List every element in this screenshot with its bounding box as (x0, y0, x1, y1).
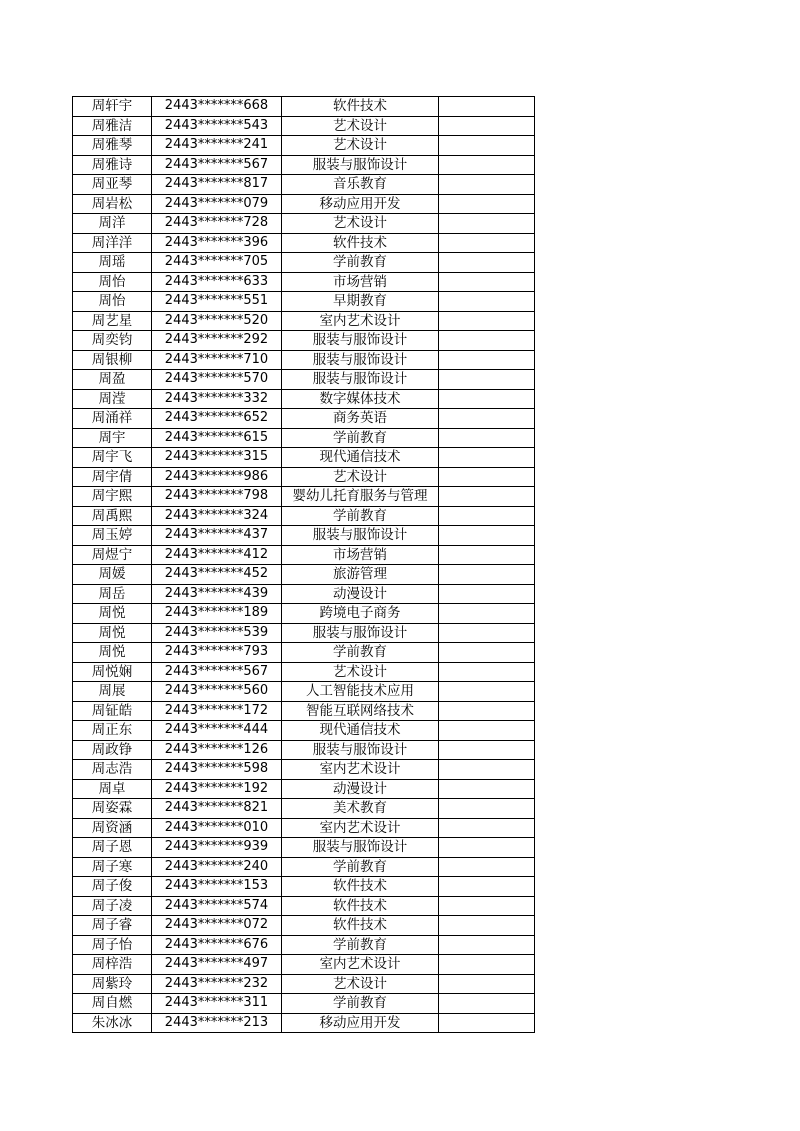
student-name-cell: 周玉婷 (73, 526, 152, 546)
major-cell: 动漫设计 (282, 779, 439, 799)
note-cell (439, 604, 535, 624)
student-id-cell: 2443*******172 (152, 701, 282, 721)
student-name-cell: 周自燃 (73, 994, 152, 1014)
student-name-cell: 周雅洁 (73, 116, 152, 136)
note-cell (439, 623, 535, 643)
student-id-cell: 2443*******728 (152, 214, 282, 234)
student-name-cell: 周悦 (73, 604, 152, 624)
major-cell: 软件技术 (282, 896, 439, 916)
student-name-cell: 周媛 (73, 565, 152, 585)
table-row (73, 838, 535, 858)
student-id-cell: 2443*******079 (152, 194, 282, 214)
note-cell (439, 214, 535, 234)
major-cell: 服装与服饰设计 (282, 838, 439, 858)
student-id-cell: 2443*******241 (152, 136, 282, 156)
student-name-cell: 周银柳 (73, 350, 152, 370)
student-name-cell: 周禹熙 (73, 506, 152, 526)
student-name-cell: 周轩宇 (73, 97, 152, 117)
major-cell: 服装与服饰设计 (282, 155, 439, 175)
note-cell (439, 389, 535, 409)
note-cell (439, 350, 535, 370)
table-row (73, 565, 535, 585)
table-row (73, 721, 535, 741)
note-cell (439, 155, 535, 175)
note-cell (439, 311, 535, 331)
student-id-cell: 2443*******567 (152, 662, 282, 682)
note-cell (439, 974, 535, 994)
note-cell (439, 838, 535, 858)
student-name-cell: 周雅琴 (73, 136, 152, 156)
student-id-cell: 2443*******412 (152, 545, 282, 565)
student-id-cell: 2443*******710 (152, 350, 282, 370)
note-cell (439, 487, 535, 507)
student-id-cell: 2443*******539 (152, 623, 282, 643)
student-name-cell: 周子凌 (73, 896, 152, 916)
table-row (73, 994, 535, 1014)
student-id-cell: 2443*******817 (152, 175, 282, 195)
student-id-cell: 2443*******598 (152, 760, 282, 780)
student-id-cell: 2443*******213 (152, 1013, 282, 1033)
major-cell: 移动应用开发 (282, 1013, 439, 1033)
major-cell: 室内艺术设计 (282, 311, 439, 331)
table-row (73, 175, 535, 195)
note-cell (439, 799, 535, 819)
student-name-cell: 周亚琴 (73, 175, 152, 195)
major-cell: 现代通信技术 (282, 448, 439, 468)
student-id-cell: 2443*******705 (152, 253, 282, 273)
note-cell (439, 97, 535, 117)
table-row (73, 623, 535, 643)
major-cell: 室内艺术设计 (282, 760, 439, 780)
table-row (73, 799, 535, 819)
student-id-cell: 2443*******567 (152, 155, 282, 175)
student-id-cell: 2443*******452 (152, 565, 282, 585)
student-name-cell: 周志浩 (73, 760, 152, 780)
table-row (73, 896, 535, 916)
student-name-cell: 周悦 (73, 623, 152, 643)
student-id-cell: 2443*******543 (152, 116, 282, 136)
major-cell: 服装与服饰设计 (282, 740, 439, 760)
table-row (73, 155, 535, 175)
note-cell (439, 331, 535, 351)
table-row (73, 779, 535, 799)
note-cell (439, 409, 535, 429)
note-cell (439, 136, 535, 156)
student-name-cell: 周子恩 (73, 838, 152, 858)
table-row (73, 740, 535, 760)
student-id-cell: 2443*******192 (152, 779, 282, 799)
table-row (73, 136, 535, 156)
note-cell (439, 253, 535, 273)
student-id-cell: 2443*******332 (152, 389, 282, 409)
student-name-cell: 周子睿 (73, 916, 152, 936)
student-name-cell: 朱冰冰 (73, 1013, 152, 1033)
student-name-cell: 周卓 (73, 779, 152, 799)
note-cell (439, 740, 535, 760)
student-id-cell: 2443*******232 (152, 974, 282, 994)
major-cell: 软件技术 (282, 916, 439, 936)
major-cell: 室内艺术设计 (282, 818, 439, 838)
table-row (73, 389, 535, 409)
table-row (73, 526, 535, 546)
major-cell: 软件技术 (282, 97, 439, 117)
note-cell (439, 545, 535, 565)
note-cell (439, 116, 535, 136)
note-cell (439, 526, 535, 546)
student-name-cell: 周紫玲 (73, 974, 152, 994)
major-cell: 学前教育 (282, 428, 439, 448)
table-row (73, 545, 535, 565)
major-cell: 室内艺术设计 (282, 955, 439, 975)
major-cell: 服装与服饰设计 (282, 526, 439, 546)
student-id-cell: 2443*******574 (152, 896, 282, 916)
major-cell: 旅游管理 (282, 565, 439, 585)
student-id-cell: 2443*******315 (152, 448, 282, 468)
note-cell (439, 955, 535, 975)
major-cell: 学前教育 (282, 643, 439, 663)
table-row (73, 857, 535, 877)
major-cell: 艺术设计 (282, 974, 439, 994)
note-cell (439, 721, 535, 741)
note-cell (439, 467, 535, 487)
student-id-cell: 2443*******793 (152, 643, 282, 663)
student-id-cell: 2443*******311 (152, 994, 282, 1014)
student-name-cell: 周盈 (73, 370, 152, 390)
major-cell: 智能互联网络技术 (282, 701, 439, 721)
table-row (73, 604, 535, 624)
student-name-cell: 周钲皓 (73, 701, 152, 721)
student-id-cell: 2443*******939 (152, 838, 282, 858)
major-cell: 艺术设计 (282, 136, 439, 156)
note-cell (439, 1013, 535, 1033)
table-row (73, 428, 535, 448)
table-row (73, 272, 535, 292)
student-id-cell: 2443*******551 (152, 292, 282, 312)
note-cell (439, 175, 535, 195)
major-cell: 商务英语 (282, 409, 439, 429)
table-row (73, 409, 535, 429)
student-id-cell: 2443*******986 (152, 467, 282, 487)
note-cell (439, 292, 535, 312)
major-cell: 艺术设计 (282, 662, 439, 682)
major-cell: 市场营销 (282, 272, 439, 292)
note-cell (439, 565, 535, 585)
student-name-cell: 周姿霖 (73, 799, 152, 819)
student-id-cell: 2443*******520 (152, 311, 282, 331)
note-cell (439, 506, 535, 526)
major-cell: 学前教育 (282, 253, 439, 273)
student-name-cell: 周奕钧 (73, 331, 152, 351)
major-cell: 服装与服饰设计 (282, 370, 439, 390)
table-row (73, 311, 535, 331)
major-cell: 服装与服饰设计 (282, 331, 439, 351)
student-id-cell: 2443*******798 (152, 487, 282, 507)
student-name-cell: 周岩松 (73, 194, 152, 214)
student-name-cell: 周涌祥 (73, 409, 152, 429)
student-id-cell: 2443*******439 (152, 584, 282, 604)
note-cell (439, 682, 535, 702)
student-name-cell: 周宇飞 (73, 448, 152, 468)
student-name-cell: 周宇 (73, 428, 152, 448)
student-id-cell: 2443*******668 (152, 97, 282, 117)
table-row (73, 116, 535, 136)
table-row (73, 584, 535, 604)
major-cell: 软件技术 (282, 877, 439, 897)
table-row (73, 487, 535, 507)
major-cell: 早期教育 (282, 292, 439, 312)
note-cell (439, 272, 535, 292)
student-name-cell: 周宇熙 (73, 487, 152, 507)
student-name-cell: 周悦 (73, 643, 152, 663)
student-name-cell: 周滢 (73, 389, 152, 409)
major-cell: 艺术设计 (282, 116, 439, 136)
student-name-cell: 周政铮 (73, 740, 152, 760)
student-name-cell: 周洋洋 (73, 233, 152, 253)
student-list-table (72, 96, 535, 1033)
student-name-cell: 周煜宁 (73, 545, 152, 565)
table-row (73, 760, 535, 780)
major-cell: 艺术设计 (282, 467, 439, 487)
table-row (73, 448, 535, 468)
table-row (73, 916, 535, 936)
student-id-cell: 2443*******396 (152, 233, 282, 253)
note-cell (439, 643, 535, 663)
student-name-cell: 周子怡 (73, 935, 152, 955)
student-id-cell: 2443*******240 (152, 857, 282, 877)
major-cell: 动漫设计 (282, 584, 439, 604)
major-cell: 艺术设计 (282, 214, 439, 234)
student-name-cell: 周怡 (73, 292, 152, 312)
major-cell: 数字媒体技术 (282, 389, 439, 409)
table-row (73, 506, 535, 526)
student-name-cell: 周瑶 (73, 253, 152, 273)
note-cell (439, 662, 535, 682)
student-id-cell: 2443*******324 (152, 506, 282, 526)
table-row (73, 935, 535, 955)
student-id-cell: 2443*******444 (152, 721, 282, 741)
major-cell: 学前教育 (282, 506, 439, 526)
table-row (73, 662, 535, 682)
note-cell (439, 896, 535, 916)
note-cell (439, 857, 535, 877)
table-row (73, 974, 535, 994)
table-row (73, 955, 535, 975)
student-name-cell: 周宇倩 (73, 467, 152, 487)
student-id-cell: 2443*******292 (152, 331, 282, 351)
major-cell: 学前教育 (282, 935, 439, 955)
note-cell (439, 877, 535, 897)
table-row (73, 1013, 535, 1033)
student-name-cell: 周资涵 (73, 818, 152, 838)
note-cell (439, 194, 535, 214)
major-cell: 市场营销 (282, 545, 439, 565)
note-cell (439, 233, 535, 253)
student-name-cell: 周艺星 (73, 311, 152, 331)
table-row (73, 877, 535, 897)
student-id-cell: 2443*******821 (152, 799, 282, 819)
table-row (73, 97, 535, 117)
major-cell: 人工智能技术应用 (282, 682, 439, 702)
major-cell: 美术教育 (282, 799, 439, 819)
student-id-cell: 2443*******633 (152, 272, 282, 292)
student-name-cell: 周正东 (73, 721, 152, 741)
major-cell: 服装与服饰设计 (282, 623, 439, 643)
table-row (73, 331, 535, 351)
major-cell: 婴幼儿托育服务与管理 (282, 487, 439, 507)
note-cell (439, 370, 535, 390)
major-cell: 学前教育 (282, 857, 439, 877)
note-cell (439, 818, 535, 838)
table-row (73, 214, 535, 234)
student-id-cell: 2443*******570 (152, 370, 282, 390)
major-cell: 音乐教育 (282, 175, 439, 195)
student-name-cell: 周悦娴 (73, 662, 152, 682)
student-id-cell: 2443*******010 (152, 818, 282, 838)
student-id-cell: 2443*******497 (152, 955, 282, 975)
table-row (73, 467, 535, 487)
note-cell (439, 428, 535, 448)
student-name-cell: 周洋 (73, 214, 152, 234)
table-body (73, 97, 535, 1033)
table-row (73, 350, 535, 370)
table-row (73, 701, 535, 721)
major-cell: 学前教育 (282, 994, 439, 1014)
student-id-cell: 2443*******676 (152, 935, 282, 955)
note-cell (439, 994, 535, 1014)
student-name-cell: 周子俊 (73, 877, 152, 897)
student-id-cell: 2443*******560 (152, 682, 282, 702)
table-row (73, 682, 535, 702)
table-row (73, 643, 535, 663)
major-cell: 软件技术 (282, 233, 439, 253)
table-row (73, 818, 535, 838)
student-id-cell: 2443*******072 (152, 916, 282, 936)
note-cell (439, 760, 535, 780)
major-cell: 现代通信技术 (282, 721, 439, 741)
note-cell (439, 448, 535, 468)
student-name-cell: 周子寒 (73, 857, 152, 877)
major-cell: 移动应用开发 (282, 194, 439, 214)
note-cell (439, 779, 535, 799)
note-cell (439, 701, 535, 721)
student-name-cell: 周梓浩 (73, 955, 152, 975)
student-id-cell: 2443*******153 (152, 877, 282, 897)
student-name-cell: 周怡 (73, 272, 152, 292)
major-cell: 服装与服饰设计 (282, 350, 439, 370)
student-id-cell: 2443*******652 (152, 409, 282, 429)
student-id-cell: 2443*******437 (152, 526, 282, 546)
student-id-cell: 2443*******615 (152, 428, 282, 448)
student-id-cell: 2443*******189 (152, 604, 282, 624)
student-name-cell: 周雅诗 (73, 155, 152, 175)
table-row (73, 370, 535, 390)
note-cell (439, 916, 535, 936)
table-row (73, 292, 535, 312)
note-cell (439, 584, 535, 604)
table-row (73, 194, 535, 214)
student-id-cell: 2443*******126 (152, 740, 282, 760)
table-row (73, 253, 535, 273)
student-name-cell: 周展 (73, 682, 152, 702)
major-cell: 跨境电子商务 (282, 604, 439, 624)
note-cell (439, 935, 535, 955)
table-row (73, 233, 535, 253)
student-name-cell: 周岳 (73, 584, 152, 604)
